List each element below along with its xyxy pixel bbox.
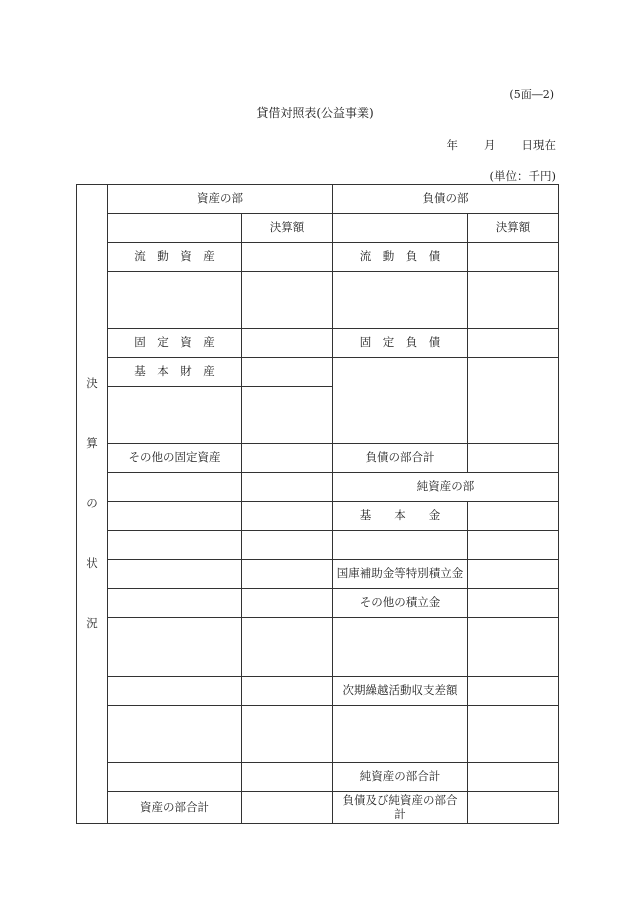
grand-total-label: 負債及び純資産の部合計 (333, 792, 468, 824)
basic-fund-amount (468, 502, 559, 531)
asset-row-blank (108, 706, 242, 763)
fixed-liabilities-amount (468, 329, 559, 358)
basic-property-amount (242, 358, 333, 387)
subsidy-reserve-label: 国庫補助金等特別積立金 (333, 560, 468, 589)
asset-row-blank (108, 502, 242, 531)
page-number: (5面―2) (509, 88, 554, 101)
other-reserve-label: その他の積立金 (333, 589, 468, 618)
blank-cell (333, 214, 468, 243)
current-liabilities-amount (468, 243, 559, 272)
grand-total-amount (468, 792, 559, 824)
date-day: 日現在 (521, 138, 556, 152)
blank-cell (108, 214, 242, 243)
carryover-detail-amount (468, 706, 559, 763)
asset-amount-blank (242, 502, 333, 531)
fixed-liabilities-detail (333, 358, 468, 444)
other-reserve-detail (333, 618, 468, 677)
assets-amount-header: 決算額 (242, 214, 333, 243)
carryover-label: 次期繰越活動収支差額 (333, 677, 468, 706)
date-month: 月 (484, 138, 496, 152)
liabilities-amount-header: 決算額 (468, 214, 559, 243)
carryover-detail (333, 706, 468, 763)
as-of-date (447, 137, 557, 153)
side-char: 決 (86, 376, 98, 391)
side-char: の (86, 496, 98, 511)
asset-row-blank (108, 531, 242, 560)
net-assets-total-label: 純資産の部合計 (333, 763, 468, 792)
fixed-liabilities-label: 固 定 負 債 (333, 329, 468, 358)
asset-amount-blank (242, 763, 333, 792)
basic-fund-label: 基 本 金 (333, 502, 468, 531)
asset-amount-blank (242, 560, 333, 589)
asset-amount-blank (242, 473, 333, 502)
net-assets-heading: 純資産の部 (333, 473, 559, 502)
asset-row-blank (108, 618, 242, 677)
asset-row-blank (108, 560, 242, 589)
side-char: 況 (86, 616, 98, 631)
asset-row-blank (108, 473, 242, 502)
fixed-assets-label: 固 定 資 産 (108, 329, 242, 358)
subsidy-reserve-amount (468, 560, 559, 589)
other-reserve-amount (468, 589, 559, 618)
current-liabilities-detail-amount (468, 272, 559, 329)
asset-row-blank (108, 589, 242, 618)
other-fixed-assets-amount (242, 444, 333, 473)
current-assets-detail-amount (242, 272, 333, 329)
basic-property-detail-amount (242, 387, 333, 444)
current-liabilities-label: 流 動 負 債 (333, 243, 468, 272)
asset-row-blank (108, 677, 242, 706)
balance-sheet-table (76, 184, 559, 824)
side-char: 算 (86, 436, 98, 451)
asset-row-blank (108, 763, 242, 792)
settlement-status-label (77, 185, 108, 824)
basic-fund-detail (333, 531, 468, 560)
liabilities-heading: 負債の部 (333, 185, 559, 214)
date-year: 年 (446, 138, 458, 152)
assets-heading: 資産の部 (108, 185, 333, 214)
basic-property-detail (108, 387, 242, 444)
asset-amount-blank (242, 706, 333, 763)
asset-amount-blank (242, 531, 333, 560)
current-liabilities-detail (333, 272, 468, 329)
asset-amount-blank (242, 618, 333, 677)
document-title: 貸借対照表(公益事業) (256, 106, 374, 120)
current-assets-detail (108, 272, 242, 329)
other-fixed-assets-label: その他の固定資産 (108, 444, 242, 473)
carryover-amount (468, 677, 559, 706)
liabilities-total-amount (468, 444, 559, 473)
fixed-liabilities-detail-amount (468, 358, 559, 444)
side-char: 状 (86, 556, 98, 571)
basic-property-label: 基 本 財 産 (108, 358, 242, 387)
assets-total-label: 資産の部合計 (108, 792, 242, 824)
current-assets-amount (242, 243, 333, 272)
basic-fund-detail-amount (468, 531, 559, 560)
asset-amount-blank (242, 589, 333, 618)
liabilities-total-label: 負債の部合計 (333, 444, 468, 473)
assets-total-amount (242, 792, 333, 824)
fixed-assets-amount (242, 329, 333, 358)
current-assets-label: 流 動 資 産 (108, 243, 242, 272)
net-assets-total-amount (468, 763, 559, 792)
asset-amount-blank (242, 677, 333, 706)
unit-note: (単位：千円) (489, 169, 556, 183)
other-reserve-detail-amount (468, 618, 559, 677)
